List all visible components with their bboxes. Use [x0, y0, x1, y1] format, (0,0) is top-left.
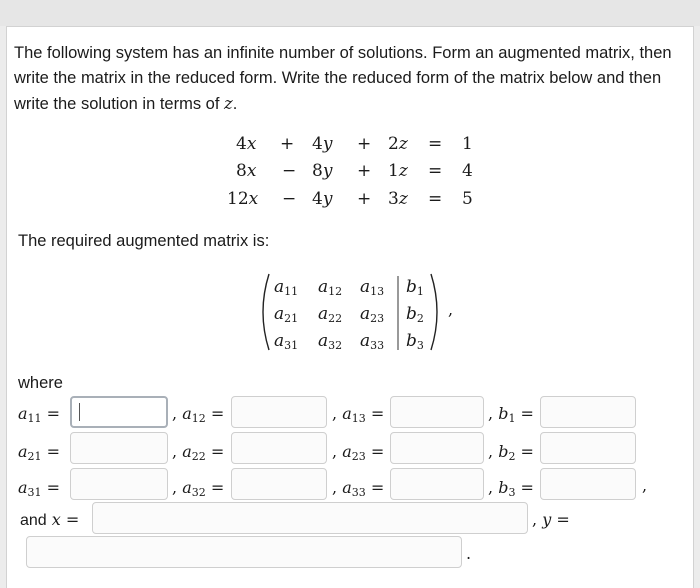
prompt-period: .	[232, 95, 238, 113]
label-a32: , $a_{32}$ =	[172, 478, 225, 499]
eq1-z-term: 2z	[388, 134, 408, 154]
input-a32[interactable]	[231, 468, 327, 500]
eq2-y-term: 8y	[312, 161, 333, 181]
input-a11[interactable]	[70, 396, 168, 428]
label-b3: , $b_3$ =	[488, 478, 534, 499]
row3-trailing-comma: ,	[642, 476, 648, 495]
label-a31: $a_{31}$ =	[18, 478, 61, 499]
input-y[interactable]	[26, 536, 462, 568]
matrix-a33: $a_{33}$	[360, 331, 385, 352]
top-bar	[0, 0, 700, 26]
eq3-sign2: +	[357, 189, 372, 209]
label-x: and x =	[20, 510, 80, 529]
label-a23: , $a_{23}$ =	[332, 442, 385, 463]
label-a33: , $a_{33}$ =	[332, 478, 385, 499]
label-a21: $a_{21}$ =	[18, 442, 61, 463]
matrix-a22: $a_{22}$	[318, 304, 343, 325]
label-a13: , $a_{13}$ =	[332, 404, 385, 425]
input-a21[interactable]	[70, 432, 168, 464]
matrix-a31: $a_{31}$	[274, 331, 299, 352]
eq2-sign2: +	[357, 161, 372, 181]
input-a13[interactable]	[390, 396, 484, 428]
matrix-a11: $a_{11}$	[274, 277, 299, 298]
matrix-b1: $b_1$	[406, 277, 424, 298]
eq3-sign1: −	[282, 189, 297, 209]
eq2-sign1: −	[282, 161, 297, 181]
augmented-matrix-label: The required augmented matrix is:	[18, 232, 270, 250]
eq3-equals: =	[428, 189, 443, 209]
matrix-a32: $a_{32}$	[318, 331, 343, 352]
eq1-y-term: 4y	[312, 134, 333, 154]
input-a23[interactable]	[390, 432, 484, 464]
text-cursor	[79, 403, 80, 421]
input-b1[interactable]	[540, 396, 636, 428]
question-prompt	[14, 41, 684, 117]
where-label: where	[18, 374, 63, 392]
prompt-variable: z	[224, 94, 233, 113]
matrix-trailing-comma: ,	[448, 300, 454, 319]
input-x[interactable]	[92, 502, 528, 534]
label-a12: , $a_{12}$ =	[172, 404, 225, 425]
eq2-rhs: 4	[462, 161, 473, 181]
matrix-b3: $b_3$	[406, 331, 424, 352]
eq3-z-term: 3z	[388, 189, 408, 209]
eq1-sign1: +	[280, 134, 295, 154]
input-a33[interactable]	[390, 468, 484, 500]
input-a31[interactable]	[70, 468, 168, 500]
input-a22[interactable]	[231, 432, 327, 464]
eq2-x-term: 8x	[236, 161, 257, 181]
matrix-a21: $a_{21}$	[274, 304, 299, 325]
eq3-y-term: 4y	[312, 189, 333, 209]
eq1-x-term: 4x	[236, 134, 257, 154]
eq3-rhs: 5	[462, 189, 473, 209]
eq1-equals: =	[428, 134, 443, 154]
eq2-z-term: 1z	[388, 161, 408, 181]
matrix-a13: $a_{13}$	[360, 277, 385, 298]
final-period: .	[466, 544, 472, 563]
prompt-text: The following system has an infinite number of solutions. Form an augmented matrix, then write the matrix in the reduced form. Write the reduced form of the matrix below and then write the solution in terms of	[14, 44, 672, 113]
eq3-x-term: 12x	[227, 189, 259, 209]
label-y: , y =	[532, 510, 570, 529]
input-b2[interactable]	[540, 432, 636, 464]
eq1-rhs: 1	[462, 134, 473, 154]
matrix-b2: $b_2$	[406, 304, 424, 325]
eq2-equals: =	[428, 161, 443, 181]
label-a22: , $a_{22}$ =	[172, 442, 225, 463]
matrix-a23: $a_{23}$	[360, 304, 385, 325]
input-a12[interactable]	[231, 396, 327, 428]
label-a11: $a_{11}$ =	[18, 404, 61, 425]
matrix-a12: $a_{12}$	[318, 277, 343, 298]
eq1-sign2: +	[357, 134, 372, 154]
input-b3[interactable]	[540, 468, 636, 500]
label-b1: , $b_1$ =	[488, 404, 534, 425]
label-b2: , $b_2$ =	[488, 442, 534, 463]
